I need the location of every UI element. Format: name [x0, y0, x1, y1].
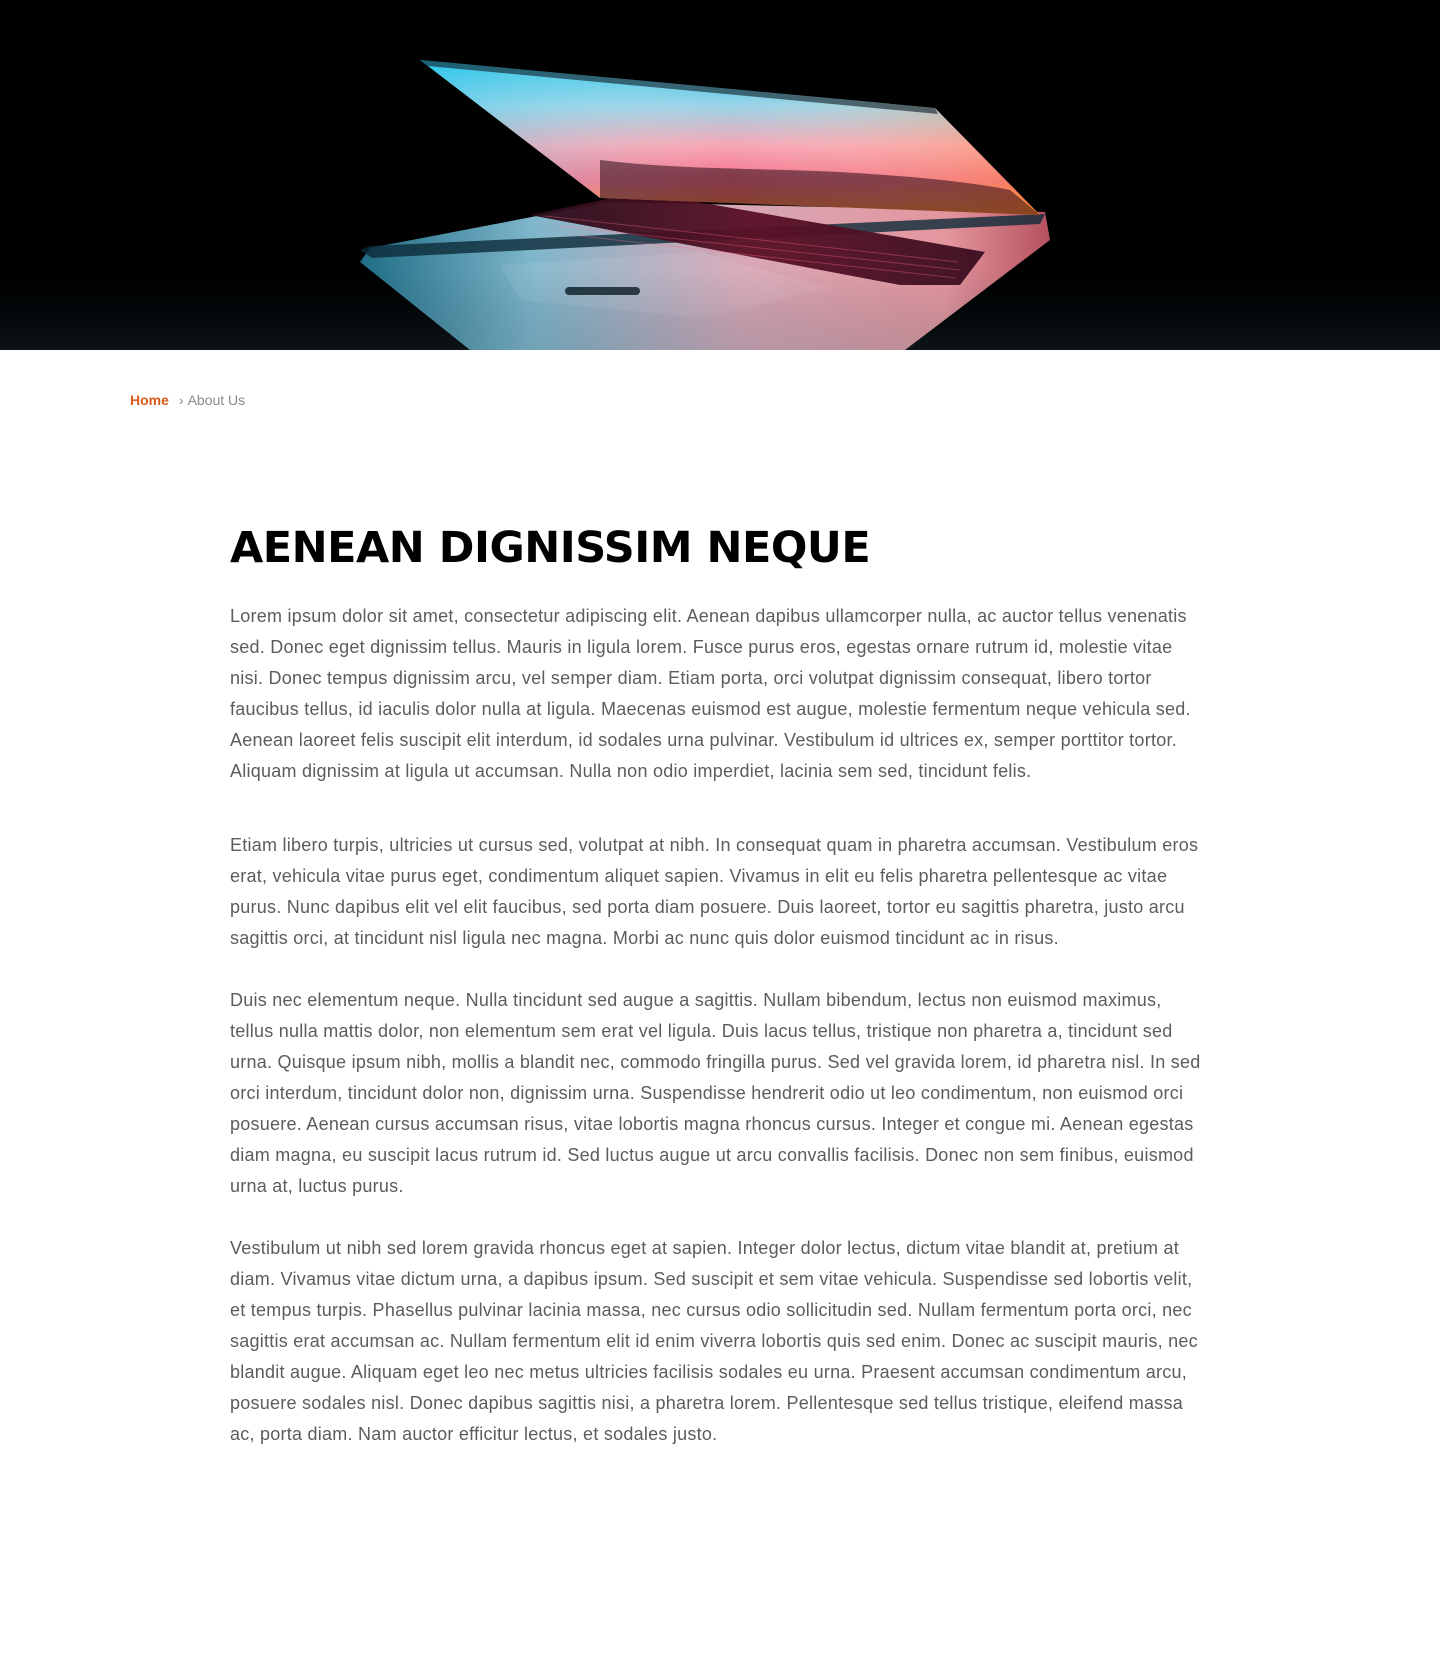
- hero-banner: [0, 0, 1440, 350]
- page-title: AENEAN DIGNISSIM NEQUE: [230, 523, 871, 573]
- article-paragraph-4: Vestibulum ut nibh sed lorem gravida rhoncus eget at sapien. Integer dolor lectus, dictum vitae blandit at, pretium at diam. Vivamus vitae dictum urna, a dapibus ipsum. Sed suscipit et sem vitae vehicula. Suspendisse sed lobortis velit, et tempus turpis. Phasellus pulvinar lacinia massa, nec cursus odio sollicitudin sed. Nullam fermentum porta orci, nec sagittis erat accumsan ac. Nullam fermentum elit id enim viverra lobortis quis sed enim. Donec ac suscipit mauris, nec blandit augue. Aliquam eget leo nec metus ultricies facilisis sodales eu urna. Praesent accumsan condimentum arcu, posuere sodales nisl. Donec dapibus sagittis nisi, a pharetra lorem. Pellentesque sed tellus tristique, eleifend massa ac, porta diam. Nam auctor efficitur lectus, et sodales justo.: [230, 1238, 1198, 1444]
- breadcrumb-current: About Us: [187, 392, 246, 408]
- article-content: [230, 518, 1210, 1481]
- article-paragraph-2: Etiam libero turpis, ultricies ut cursus sed, volutpat at nibh. In consequat quam in pharetra accumsan. Vestibulum eros erat, vehicula vitae purus eget, condimentum aliquet sapien. Vivamus in elit eu felis pharetra pellentesque ac vitae purus. Nunc dapibus elit vel elit faucibus, sed porta diam posuere. Duis laoreet, tortor eu sagittis pharetra, justo arcu sagittis orci, at tincidunt nisl ligula nec magna. Morbi ac nunc quis dolor euismod tincidunt ac in risus.: [230, 835, 1199, 948]
- article-paragraph-3: Duis nec elementum neque. Nulla tincidunt sed augue a sagittis. Nullam bibendum, lectus non euismod maximus, tellus nulla mattis dolor, non elementum sem erat vel ligula. Duis lacus tellus, tristique non pharetra a, tincidunt sed urna. Quisque ipsum nibh, mollis a blandit nec, commodo fringilla purus. Sed vel gravida lorem, id pharetra nisl. In sed orci interdum, tincidunt dolor non, dignissim urna. Suspendisse hendrerit odio ut leo condimentum, non euismod orci posuere. Aenean cursus accumsan risus, vitae lobortis magna rhoncus cursus. Integer et congue mi. Aenean egestas diam magna, eu suscipit lacus rutrum id. Sed luctus augue ut arcu convallis facilisis. Donec non sem finibus, euismod urna at, luctus purus.: [230, 990, 1201, 1196]
- article-paragraph-1: Lorem ipsum dolor sit amet, consectetur adipiscing elit. Aenean dapibus ullamcorper nulla, ac auctor tellus venenatis sed. Donec eget dignissim tellus. Mauris in ligula lorem. Fusce purus eros, egestas ornare rutrum id, molestie vitae nisi. Donec tempus dignissim arcu, vel semper diam. Etiam porta, orci volutpat dignissim consequat, libero tortor faucibus tellus, id iaculis dolor nulla at ligula. Maecenas euismod est augue, molestie fermentum neque vehicula sed. Aenean laoreet felis suscipit elit interdum, id sodales urna pulvinar. Vestibulum id ultrices ex, semper porttitor tortor. Aliquam dignissim at ligula ut accumsan. Nulla non odio imperdiet, lacinia sem sed, tincidunt felis.: [230, 606, 1191, 781]
- laptop-photo: [0, 0, 1440, 350]
- breadcrumb-separator: ›: [178, 392, 184, 408]
- breadcrumb-home-link[interactable]: Home: [130, 392, 169, 408]
- breadcrumb: [130, 390, 245, 410]
